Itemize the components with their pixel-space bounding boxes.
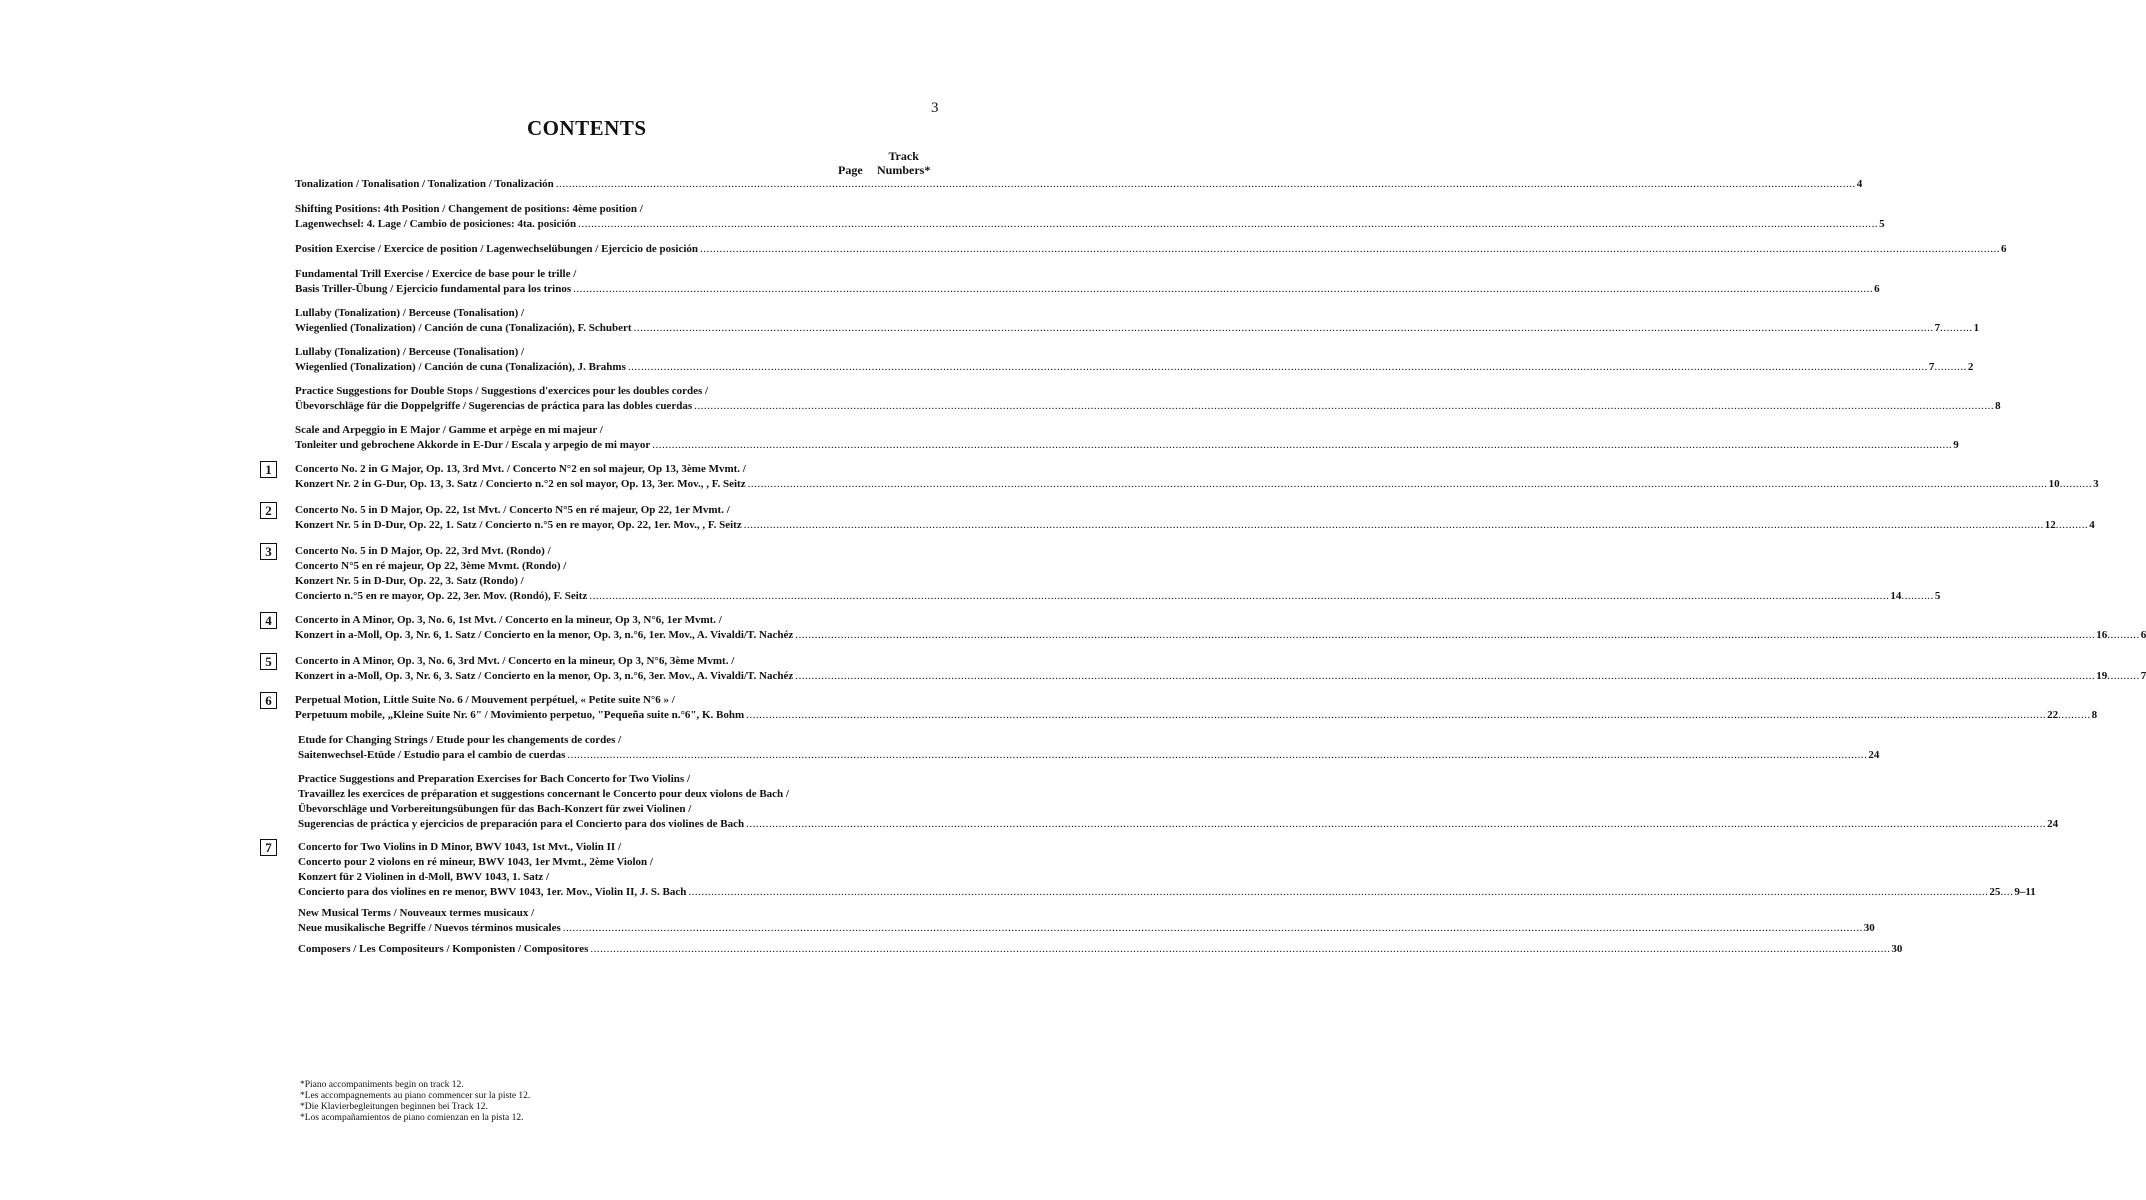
dot-leader: ................................................................................................................................................................................................................................................................................................................................................................................................................ xyxy=(747,478,2048,490)
toc-entry-text: Practice Suggestions and Preparation Exercises for Bach Concerto for Two Violins / xyxy=(298,773,691,785)
dot-leader: ................................................................................................................................................................................................................................................................................................................................................................................................................ xyxy=(555,178,1856,190)
page-number: 3 xyxy=(931,100,939,116)
page-ref: 4 xyxy=(1856,178,1863,190)
toc-entry-text: Shifting Positions: 4th Position / Changement de positions: 4ème position / xyxy=(295,203,643,215)
dot-leader: ................................................................................................................................................................................................................................................................................................................................................................................................................ xyxy=(589,590,1890,602)
toc-entry-text: Scale and Arpeggio in E Major / Gamme et arpège en mi majeur / xyxy=(295,424,603,436)
page-ref: 19 xyxy=(2096,670,2108,682)
track-dot-leader: .......... xyxy=(2055,519,2089,531)
footnote-line: *Die Klavierbegleitungen beginnen bei Track 12. xyxy=(300,1102,488,1112)
toc-entry-text: Concierto para dos violines en re menor, BWV 1043, 1er. Mov., Violin II, J. S. Bach xyxy=(298,886,687,898)
dot-leader: ................................................................................................................................................................................................................................................................................................................................................................................................................ xyxy=(562,922,1863,934)
toc-entry-text: Lullaby (Tonalization) / Berceuse (Tonalisation) / xyxy=(295,307,525,319)
toc-entry-text: Perpetuum mobile, „Kleine Suite Nr. 6" / Movimiento perpetuo, "Pequeña suite n.°6", K. Bohm xyxy=(295,709,745,721)
page-ref: 8 xyxy=(1995,400,2001,412)
toc-entry-text: Perpetual Motion, Little Suite No. 6 / Mouvement perpétuel, « Petite suite N°6 » / xyxy=(295,694,675,706)
toc-entry-line xyxy=(295,613,896,628)
toc-entry-line xyxy=(295,360,1974,375)
page-ref: 16 xyxy=(2096,629,2108,641)
toc-entry-text: Concerto No. 2 in G Major, Op. 13, 3rd Mvt. / Concerto N°2 en sol majeur, Op 13, 3ème Mvmt. / xyxy=(295,463,746,475)
toc-entry-text: Basis Triller-Übung / Ejercicio fundamental para los trinos xyxy=(295,283,572,295)
toc-entry-text: New Musical Terms / Nouveaux termes musicaux / xyxy=(298,907,535,919)
cd-track-box: 5 xyxy=(260,653,277,670)
dot-leader: ................................................................................................................................................................................................................................................................................................................................................................................................................ xyxy=(746,818,2047,830)
toc-entry-line xyxy=(295,282,1880,297)
toc-entry-line xyxy=(298,787,857,802)
toc-entry-text: Konzert für 2 Violinen in d-Moll, BWV 1043, 1. Satz / xyxy=(298,871,550,883)
toc-entry-text: Composers / Les Compositeurs / Komponisten / Compositores xyxy=(298,943,589,955)
toc-entry-line xyxy=(295,423,857,438)
track-number: 3 xyxy=(2093,478,2099,490)
toc-entry-text: Konzert Nr. 5 in D-Dur, Op. 22, 1. Satz / Concierto n.°5 en re mayor, Op. 22, 1er. Mov., , F. Seitz xyxy=(295,519,742,531)
dot-leader: ................................................................................................................................................................................................................................................................................................................................................................................................................ xyxy=(627,361,1928,373)
toc-entry-line xyxy=(295,399,2001,414)
dot-leader: ................................................................................................................................................................................................................................................................................................................................................................................................................ xyxy=(652,439,1953,451)
cd-track-box: 1 xyxy=(260,461,277,478)
page-ref: 6 xyxy=(2001,243,2007,255)
toc-entry-text: Übevorschläge und Vorbereitungsübungen für das Bach-Konzert für zwei Violinen / xyxy=(298,803,692,815)
page-title: CONTENTS xyxy=(527,116,647,140)
toc-entry-text: Konzert in a-Moll, Op. 3, Nr. 6, 1. Satz / Concierto en la menor, Op. 3, n.°6, 1er. Mov., A. Vivaldi/T. Nachéz xyxy=(295,629,794,641)
toc-entry-text: Lagenwechsel: 4. Lage / Cambio de posiciones: 4ta. posición xyxy=(295,218,577,230)
toc-entry-text: Tonalization / Tonalisation / Tonalization / Tonalización xyxy=(295,178,554,190)
page-ref: 9 xyxy=(1953,439,1959,451)
toc-entry-line xyxy=(295,654,896,669)
toc-entry-text: Übevorschläge für die Doppelgriffe / Sugerencias de práctica para las dobles cuerdas xyxy=(295,400,693,412)
dot-leader: ................................................................................................................................................................................................................................................................................................................................................................................................................ xyxy=(700,243,2001,255)
toc-entry-line xyxy=(295,693,896,708)
track-dot-leader: .......... xyxy=(2107,629,2140,641)
toc-entry-line xyxy=(295,462,896,477)
dot-leader: ................................................................................................................................................................................................................................................................................................................................................................................................................ xyxy=(694,400,1995,412)
page-ref: 5 xyxy=(1879,218,1885,230)
page-column-header: Page xyxy=(838,163,863,177)
track-dot-leader: .......... xyxy=(1934,361,1967,373)
toc-entry-line xyxy=(298,840,896,855)
page-ref: 25 xyxy=(1989,886,2001,898)
toc-entry-line xyxy=(295,559,896,574)
page-ref: 7 xyxy=(1934,322,1941,334)
track-dot-leader: .......... xyxy=(2058,709,2091,721)
toc-entry-line xyxy=(295,217,1885,232)
toc-entry-text: Concerto N°5 en ré majeur, Op 22, 3ème Mvmt. (Rondo) / xyxy=(295,560,567,572)
toc-entry-text: Etude for Changing Strings / Etude pour les changements de cordes / xyxy=(298,734,622,746)
dot-leader: ................................................................................................................................................................................................................................................................................................................................................................................................................ xyxy=(688,886,1989,898)
toc-entry-line xyxy=(295,628,2146,643)
track-number: 8 xyxy=(2091,709,2098,721)
toc-entry-line xyxy=(295,589,1941,604)
track-number: 4 xyxy=(2089,519,2095,531)
dot-leader: ................................................................................................................................................................................................................................................................................................................................................................................................................ xyxy=(633,322,1934,334)
track-number: 6 xyxy=(2140,629,2146,641)
page-ref: 22 xyxy=(2047,709,2059,721)
track-number: 5 xyxy=(1934,590,1941,602)
track-number: 1 xyxy=(1973,322,1980,334)
dot-leader: ................................................................................................................................................................................................................................................................................................................................................................................................................ xyxy=(743,519,2044,531)
cd-track-box: 3 xyxy=(260,543,277,560)
toc-entry-line xyxy=(295,345,896,360)
dot-leader: ................................................................................................................................................................................................................................................................................................................................................................................................................ xyxy=(573,283,1874,295)
toc-entry-line xyxy=(295,477,2099,492)
footnote-line: *Piano accompaniments begin on track 12. xyxy=(300,1080,464,1090)
toc-entry-line xyxy=(298,855,896,870)
toc-entry-text: Concerto in A Minor, Op. 3, No. 6, 3rd Mvt. / Concerto en la mineur, Op 3, N°6, 3ème Mvmt. / xyxy=(295,655,735,667)
dot-leader: ................................................................................................................................................................................................................................................................................................................................................................................................................ xyxy=(746,709,2047,721)
track-number: 9–11 xyxy=(2014,886,2036,898)
track-dot-leader: .......... xyxy=(1940,322,1973,334)
toc-entry-line xyxy=(298,885,2036,900)
toc-entry-line xyxy=(295,321,1980,336)
track-header-line1: Track xyxy=(888,149,919,163)
toc-entry-text: Wiegenlied (Tonalization) / Canción de cuna (Tonalización), J. Brahms xyxy=(295,361,626,373)
toc-entry-text: Practice Suggestions for Double Stops / Suggestions d'exercices pour les doubles cordes / xyxy=(295,385,709,397)
toc-entry-line xyxy=(298,942,1903,957)
toc-entry-line xyxy=(295,202,857,217)
toc-entry-text: Wiegenlied (Tonalization) / Canción de cuna (Tonalización), F. Schubert xyxy=(295,322,632,334)
cd-track-box: 4 xyxy=(260,612,277,629)
toc-entry-text: Concerto pour 2 violons en ré mineur, BWV 1043, 1er Mvmt., 2ème Violon / xyxy=(298,856,653,868)
page-ref: 12 xyxy=(2044,519,2056,531)
toc-entry-line xyxy=(295,669,2146,684)
toc-entry-text: Konzert in a-Moll, Op. 3, Nr. 6, 3. Satz / Concierto en la menor, Op. 3, n.°6, 3er. Mov., A. Vivaldi/T. Nachéz xyxy=(295,670,794,682)
footnote xyxy=(300,1080,530,1124)
page-ref: 6 xyxy=(1874,283,1880,295)
footnote-line: *Les accompagnements au piano commencer sur la piste 12. xyxy=(300,1091,531,1101)
toc-entry-line xyxy=(298,748,1880,763)
toc-entry-line xyxy=(298,906,857,921)
toc-entry-line xyxy=(295,177,1863,192)
toc-entry-text: Saitenwechsel-Etüde / Estudio para el cambio de cuerdas xyxy=(298,749,566,761)
toc-entry-text: Tonleiter und gebrochene Akkorde in E-Dur / Escala y arpegio de mi mayor xyxy=(295,439,651,451)
toc-entry-line xyxy=(298,772,857,787)
toc-entry-line xyxy=(295,384,857,399)
toc-entry-text: Lullaby (Tonalization) / Berceuse (Tonalisation) / xyxy=(295,346,525,358)
toc-entry-text: Sugerencias de práctica y ejercicios de preparación para el Concierto para dos violines de Bach xyxy=(298,818,745,830)
toc-entry-line xyxy=(298,733,857,748)
track-header-line2: Numbers* xyxy=(877,163,931,177)
dot-leader: ................................................................................................................................................................................................................................................................................................................................................................................................................ xyxy=(795,670,2096,682)
toc-entry-line xyxy=(298,870,896,885)
track-dot-leader: .......... xyxy=(2107,670,2140,682)
toc-entry-text: Concierto n.°5 en re mayor, Op. 22, 3er. Mov. (Rondó), F. Seitz xyxy=(295,590,588,602)
track-number: 7 xyxy=(2140,670,2146,682)
page-ref: 30 xyxy=(1863,922,1875,934)
cd-track-box: 2 xyxy=(260,502,277,519)
toc-entry-line xyxy=(295,267,857,282)
toc-entry-text: Position Exercise / Exercice de position / Lagenwechselübungen / Ejercicio de posición xyxy=(295,243,699,255)
toc-entry-line xyxy=(295,503,896,518)
cd-track-box: 7 xyxy=(260,839,277,856)
page-ref: 14 xyxy=(1890,590,1902,602)
page-ref: 10 xyxy=(2048,478,2060,490)
toc-entry-text: Konzert Nr. 2 in G-Dur, Op. 13, 3. Satz / Concierto n.°2 en sol mayor, Op. 13, 3er. Mov., , F. Seitz xyxy=(295,478,746,490)
dot-leader: ................................................................................................................................................................................................................................................................................................................................................................................................................ xyxy=(567,749,1868,761)
toc-entry-text: Fundamental Trill Exercise / Exercice de base pour le trille / xyxy=(295,268,577,280)
toc-entry-line xyxy=(298,802,857,817)
toc-entry-line xyxy=(295,518,2095,533)
toc-entry-line xyxy=(295,708,2098,723)
toc-entry-line xyxy=(298,921,1875,936)
toc-entry-text: Neue musikalische Begriffe / Nuevos términos musicales xyxy=(298,922,561,934)
page-ref: 7 xyxy=(1928,361,1935,373)
cd-track-box: 6 xyxy=(260,692,277,709)
toc-entry-line xyxy=(295,574,896,589)
track-dot-leader: .......... xyxy=(2059,478,2093,490)
toc-entry-line xyxy=(295,544,896,559)
track-dot-leader: .... xyxy=(2000,886,2014,898)
dot-leader: ................................................................................................................................................................................................................................................................................................................................................................................................................ xyxy=(578,218,1879,230)
toc-entry-line xyxy=(295,306,896,321)
track-number: 2 xyxy=(1967,361,1974,373)
track-dot-leader: .......... xyxy=(1901,590,1934,602)
footnote-line: *Los acompañamientos de piano comienzan en la pista 12. xyxy=(300,1113,524,1123)
toc-entry-text: Concerto No. 5 in D Major, Op. 22, 3rd Mvt. (Rondo) / xyxy=(295,545,551,557)
toc-entry-text: Concerto in A Minor, Op. 3, No. 6, 1st Mvt. / Concerto en la mineur, Op 3, N°6, 1er Mvmt. / xyxy=(295,614,722,626)
toc-entry-text: Travaillez les exercices de préparation et suggestions concernant le Concerto pour deux violons de Bach / xyxy=(298,788,789,800)
dot-leader: ................................................................................................................................................................................................................................................................................................................................................................................................................ xyxy=(590,943,1891,955)
toc-entry-text: Concerto for Two Violins in D Minor, BWV 1043, 1st Mvt., Violin II / xyxy=(298,841,621,853)
dot-leader: ................................................................................................................................................................................................................................................................................................................................................................................................................ xyxy=(795,629,2096,641)
page-ref: 30 xyxy=(1891,943,1903,955)
toc-entry-line xyxy=(298,817,2059,832)
toc-entry-line xyxy=(295,438,1959,453)
page-ref: 24 xyxy=(2047,818,2059,830)
toc-entry-text: Konzert Nr. 5 in D-Dur, Op. 22, 3. Satz (Rondo) / xyxy=(295,575,524,587)
page-ref: 24 xyxy=(1868,749,1880,761)
toc-entry-line xyxy=(295,242,2007,257)
toc-entry-text: Concerto No. 5 in D Major, Op. 22, 1st Mvt. / Concerto N°5 en ré majeur, Op 22, 1er Mvmt. / xyxy=(295,504,730,516)
